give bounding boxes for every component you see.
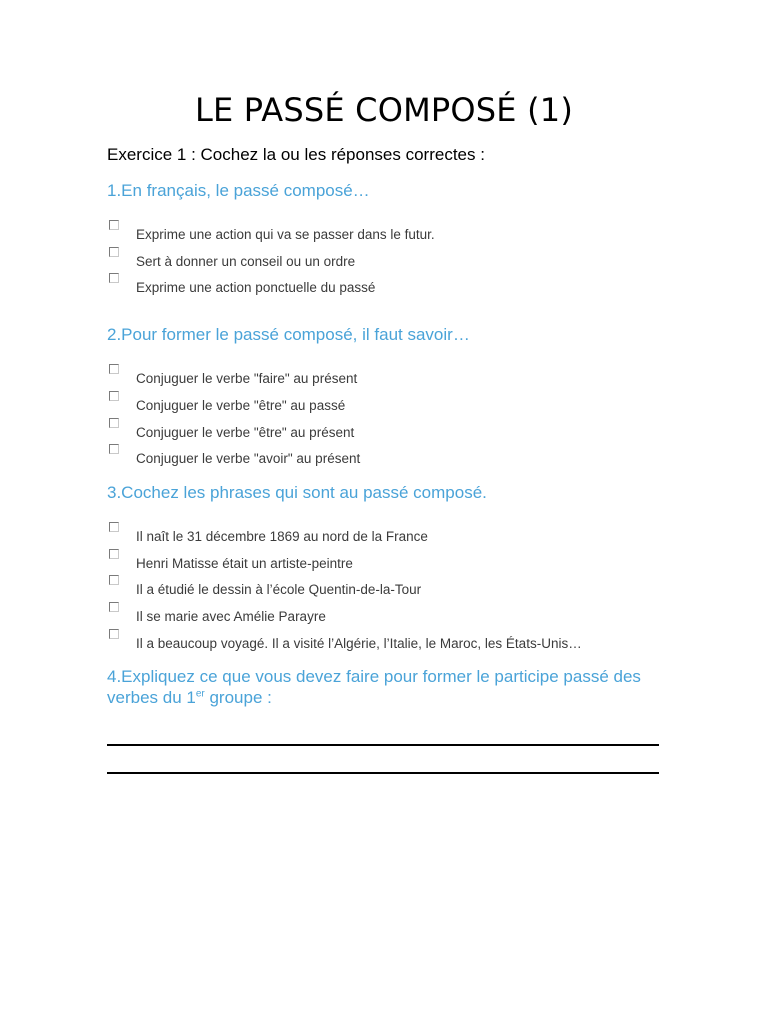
checkbox[interactable]	[109, 522, 119, 532]
question-2-option-2[interactable]	[107, 391, 687, 413]
question-1-option-3[interactable]	[107, 273, 687, 295]
question-4-label-superscript: er	[195, 688, 205, 700]
question-1-option-2[interactable]	[107, 247, 687, 269]
option-label: Conjuguer le verbe "avoir" au présent	[136, 451, 361, 466]
option-label: Exprime une action qui va se passer dans le futur.	[136, 227, 435, 242]
question-2-option-4[interactable]	[107, 444, 687, 466]
option-label: Conjuguer le verbe "être" au présent	[136, 425, 355, 440]
checkbox[interactable]	[109, 575, 119, 585]
question-1-option-1[interactable]	[107, 220, 687, 242]
option-label: Sert à donner un conseil ou un ordre	[136, 254, 356, 269]
option-label: Il a beaucoup voyagé. Il a visité l’Algérie, l’Italie, le Maroc, les États-Unis…	[136, 636, 582, 651]
question-4-label-main: 4.Expliquez ce que vous devez faire pour former le participe passé des verbes du 1	[107, 667, 641, 707]
question-3-option-1[interactable]	[107, 522, 687, 544]
checkbox[interactable]	[109, 602, 119, 612]
question-2-option-1[interactable]	[107, 364, 687, 386]
checkbox[interactable]	[109, 273, 119, 283]
question-3-label: 3.Cochez les phrases qui sont au passé composé.	[107, 483, 487, 502]
question-3-option-2[interactable]	[107, 549, 687, 571]
option-label: Il a étudié le dessin à l’école Quentin-de-la-Tour	[136, 582, 422, 597]
option-label: Conjuguer le verbe "faire" au présent	[136, 371, 358, 386]
answer-line-1[interactable]	[107, 744, 659, 746]
checkbox[interactable]	[109, 364, 119, 374]
question-2-label: 2.Pour former le passé composé, il faut savoir…	[107, 325, 470, 344]
exercise-heading: Exercice 1 : Cochez la ou les réponses correctes :	[107, 145, 485, 164]
checkbox[interactable]	[109, 247, 119, 257]
checkbox[interactable]	[109, 391, 119, 401]
checkbox[interactable]	[109, 629, 119, 639]
option-label: Henri Matisse était un artiste-peintre	[136, 556, 353, 571]
question-1-label: 1.En français, le passé composé…	[107, 181, 370, 200]
option-label: Il se marie avec Amélie Parayre	[136, 609, 326, 624]
checkbox[interactable]	[109, 418, 119, 428]
question-4-label-end: groupe :	[204, 688, 272, 707]
answer-line-2[interactable]	[107, 772, 659, 774]
question-3-option-5[interactable]	[107, 629, 687, 651]
checkbox[interactable]	[109, 444, 119, 454]
question-3-option-3[interactable]	[107, 575, 687, 597]
checkbox[interactable]	[109, 549, 119, 559]
question-4-label	[107, 666, 667, 708]
checkbox[interactable]	[109, 220, 119, 230]
option-label: Exprime une action ponctuelle du passé	[136, 280, 376, 295]
question-2-option-3[interactable]	[107, 418, 687, 440]
option-label: Il naît le 31 décembre 1869 au nord de la France	[136, 529, 428, 544]
page-title: LE PASSÉ COMPOSÉ (1)	[194, 91, 574, 129]
question-3-option-4[interactable]	[107, 602, 687, 624]
option-label: Conjuguer le verbe "être" au passé	[136, 398, 346, 413]
